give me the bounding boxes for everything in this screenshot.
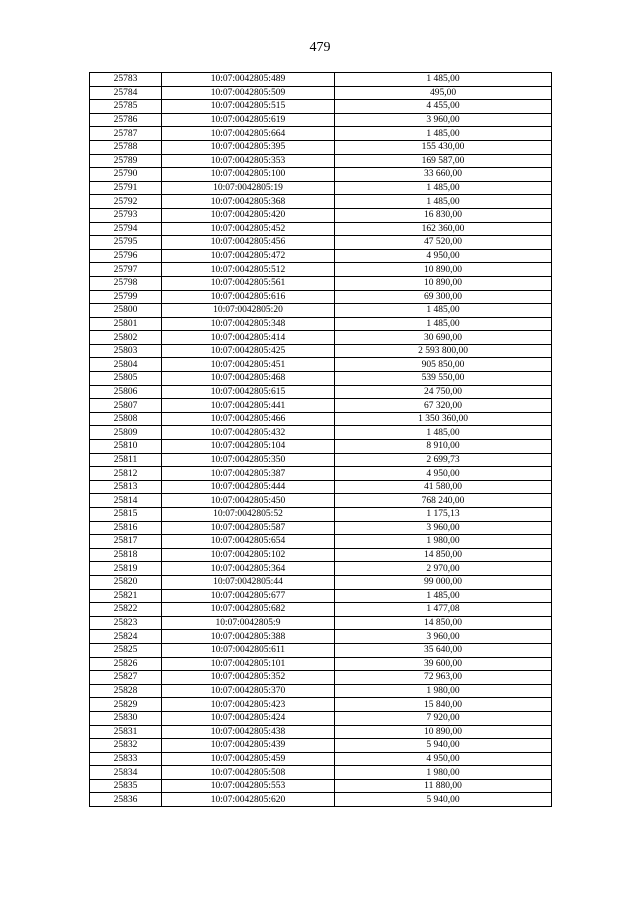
value-cell: 35 640,00 <box>335 643 552 657</box>
table-row <box>90 562 552 576</box>
cadastral-number-cell: 10:07:0042805:456 <box>162 236 335 250</box>
value-cell: 14 850,00 <box>335 616 552 630</box>
value-cell: 7 920,00 <box>335 711 552 725</box>
row-number-cell: 25798 <box>90 276 162 290</box>
value-cell: 1 350 360,00 <box>335 412 552 426</box>
cadastral-number-cell: 10:07:0042805:420 <box>162 208 335 222</box>
row-number-cell: 25799 <box>90 290 162 304</box>
cadastral-number-cell: 10:07:0042805:450 <box>162 494 335 508</box>
table-row <box>90 358 552 372</box>
value-cell: 768 240,00 <box>335 494 552 508</box>
cadastral-number-cell: 10:07:0042805:451 <box>162 358 335 372</box>
value-cell: 14 850,00 <box>335 548 552 562</box>
table-row <box>90 521 552 535</box>
table-row <box>90 616 552 630</box>
row-number-cell: 25787 <box>90 127 162 141</box>
row-number-cell: 25811 <box>90 453 162 467</box>
table-row <box>90 698 552 712</box>
row-number-cell: 25801 <box>90 317 162 331</box>
value-cell: 1 485,00 <box>335 195 552 209</box>
value-cell: 4 950,00 <box>335 752 552 766</box>
row-number-cell: 25812 <box>90 467 162 481</box>
table-row <box>90 344 552 358</box>
cadastral-number-cell: 10:07:0042805:441 <box>162 399 335 413</box>
row-number-cell: 25786 <box>90 113 162 127</box>
table-row <box>90 181 552 195</box>
row-number-cell: 25825 <box>90 643 162 657</box>
row-number-cell: 25785 <box>90 100 162 114</box>
cadastral-number-cell: 10:07:0042805:677 <box>162 589 335 603</box>
value-cell: 1 485,00 <box>335 181 552 195</box>
row-number-cell: 25784 <box>90 86 162 100</box>
cadastral-number-cell: 10:07:0042805:370 <box>162 684 335 698</box>
value-cell: 41 580,00 <box>335 480 552 494</box>
row-number-cell: 25819 <box>90 562 162 576</box>
table-row <box>90 548 552 562</box>
cadastral-number-cell: 10:07:0042805:438 <box>162 725 335 739</box>
table-row <box>90 73 552 87</box>
table-row <box>90 276 552 290</box>
value-cell: 1 477,08 <box>335 603 552 617</box>
row-number-cell: 25789 <box>90 154 162 168</box>
value-cell: 1 485,00 <box>335 426 552 440</box>
value-cell: 1 980,00 <box>335 766 552 780</box>
value-cell: 3 960,00 <box>335 521 552 535</box>
table-row <box>90 739 552 753</box>
table-row <box>90 711 552 725</box>
cadastral-number-cell: 10:07:0042805:414 <box>162 331 335 345</box>
cadastral-number-cell: 10:07:0042805:508 <box>162 766 335 780</box>
value-cell: 30 690,00 <box>335 331 552 345</box>
cadastral-number-cell: 10:07:0042805:395 <box>162 140 335 154</box>
row-number-cell: 25815 <box>90 508 162 522</box>
value-cell: 72 963,00 <box>335 671 552 685</box>
cadastral-number-cell: 10:07:0042805:350 <box>162 453 335 467</box>
table-row <box>90 113 552 127</box>
row-number-cell: 25808 <box>90 412 162 426</box>
table-row <box>90 535 552 549</box>
value-cell: 3 960,00 <box>335 630 552 644</box>
table-row <box>90 643 552 657</box>
cadastral-number-cell: 10:07:0042805:509 <box>162 86 335 100</box>
row-number-cell: 25806 <box>90 385 162 399</box>
row-number-cell: 25821 <box>90 589 162 603</box>
value-cell: 67 320,00 <box>335 399 552 413</box>
value-cell: 11 880,00 <box>335 779 552 793</box>
table-row <box>90 222 552 236</box>
value-cell: 155 430,00 <box>335 140 552 154</box>
cadastral-number-cell: 10:07:0042805:9 <box>162 616 335 630</box>
value-cell: 8 910,00 <box>335 440 552 454</box>
row-number-cell: 25809 <box>90 426 162 440</box>
cadastral-number-cell: 10:07:0042805:102 <box>162 548 335 562</box>
value-cell: 5 940,00 <box>335 739 552 753</box>
table-row <box>90 603 552 617</box>
cadastral-number-cell: 10:07:0042805:352 <box>162 671 335 685</box>
table-row <box>90 752 552 766</box>
table-row <box>90 671 552 685</box>
value-cell: 99 000,00 <box>335 575 552 589</box>
cadastral-number-cell: 10:07:0042805:423 <box>162 698 335 712</box>
value-cell: 539 550,00 <box>335 372 552 386</box>
cadastral-number-cell: 10:07:0042805:512 <box>162 263 335 277</box>
table-row <box>90 766 552 780</box>
cadastral-number-cell: 10:07:0042805:444 <box>162 480 335 494</box>
cadastral-number-cell: 10:07:0042805:19 <box>162 181 335 195</box>
table-row <box>90 426 552 440</box>
table-row <box>90 236 552 250</box>
row-number-cell: 25822 <box>90 603 162 617</box>
table-row <box>90 100 552 114</box>
row-number-cell: 25823 <box>90 616 162 630</box>
table-row <box>90 317 552 331</box>
cadastral-number-cell: 10:07:0042805:489 <box>162 73 335 87</box>
table-row <box>90 399 552 413</box>
table-row <box>90 290 552 304</box>
cadastral-number-cell: 10:07:0042805:387 <box>162 467 335 481</box>
cadastral-number-cell: 10:07:0042805:654 <box>162 535 335 549</box>
row-number-cell: 25813 <box>90 480 162 494</box>
row-number-cell: 25788 <box>90 140 162 154</box>
registry-table-body <box>90 73 552 807</box>
row-number-cell: 25832 <box>90 739 162 753</box>
cadastral-number-cell: 10:07:0042805:432 <box>162 426 335 440</box>
row-number-cell: 25828 <box>90 684 162 698</box>
row-number-cell: 25827 <box>90 671 162 685</box>
row-number-cell: 25816 <box>90 521 162 535</box>
table-row <box>90 249 552 263</box>
table-row <box>90 684 552 698</box>
table-row <box>90 630 552 644</box>
row-number-cell: 25831 <box>90 725 162 739</box>
cadastral-number-cell: 10:07:0042805:682 <box>162 603 335 617</box>
value-cell: 495,00 <box>335 86 552 100</box>
table-row <box>90 86 552 100</box>
cadastral-number-cell: 10:07:0042805:452 <box>162 222 335 236</box>
value-cell: 10 890,00 <box>335 263 552 277</box>
row-number-cell: 25824 <box>90 630 162 644</box>
row-number-cell: 25814 <box>90 494 162 508</box>
table-row <box>90 589 552 603</box>
cadastral-number-cell: 10:07:0042805:425 <box>162 344 335 358</box>
table-row <box>90 154 552 168</box>
cadastral-number-cell: 10:07:0042805:353 <box>162 154 335 168</box>
row-number-cell: 25793 <box>90 208 162 222</box>
row-number-cell: 25834 <box>90 766 162 780</box>
cadastral-number-cell: 10:07:0042805:52 <box>162 508 335 522</box>
value-cell: 47 520,00 <box>335 236 552 250</box>
table-row <box>90 372 552 386</box>
row-number-cell: 25829 <box>90 698 162 712</box>
value-cell: 2 699,73 <box>335 453 552 467</box>
row-number-cell: 25794 <box>90 222 162 236</box>
row-number-cell: 25817 <box>90 535 162 549</box>
row-number-cell: 25830 <box>90 711 162 725</box>
table-row <box>90 331 552 345</box>
value-cell: 1 485,00 <box>335 127 552 141</box>
table-row <box>90 779 552 793</box>
table-row <box>90 140 552 154</box>
table-row <box>90 725 552 739</box>
row-number-cell: 25833 <box>90 752 162 766</box>
value-cell: 4 455,00 <box>335 100 552 114</box>
cadastral-number-cell: 10:07:0042805:611 <box>162 643 335 657</box>
table-row <box>90 494 552 508</box>
table-row <box>90 168 552 182</box>
value-cell: 905 850,00 <box>335 358 552 372</box>
row-number-cell: 25805 <box>90 372 162 386</box>
row-number-cell: 25835 <box>90 779 162 793</box>
row-number-cell: 25807 <box>90 399 162 413</box>
row-number-cell: 25783 <box>90 73 162 87</box>
row-number-cell: 25800 <box>90 304 162 318</box>
cadastral-number-cell: 10:07:0042805:619 <box>162 113 335 127</box>
value-cell: 5 940,00 <box>335 793 552 807</box>
value-cell: 4 950,00 <box>335 467 552 481</box>
table-row <box>90 412 552 426</box>
cadastral-number-cell: 10:07:0042805:620 <box>162 793 335 807</box>
value-cell: 1 485,00 <box>335 317 552 331</box>
cadastral-number-cell: 10:07:0042805:44 <box>162 575 335 589</box>
value-cell: 169 587,00 <box>335 154 552 168</box>
value-cell: 16 830,00 <box>335 208 552 222</box>
table-row <box>90 453 552 467</box>
table-row <box>90 440 552 454</box>
row-number-cell: 25796 <box>90 249 162 263</box>
cadastral-number-cell: 10:07:0042805:472 <box>162 249 335 263</box>
value-cell: 69 300,00 <box>335 290 552 304</box>
table-row <box>90 195 552 209</box>
value-cell: 1 175,13 <box>335 508 552 522</box>
cadastral-number-cell: 10:07:0042805:561 <box>162 276 335 290</box>
row-number-cell: 25804 <box>90 358 162 372</box>
cadastral-number-cell: 10:07:0042805:466 <box>162 412 335 426</box>
value-cell: 10 890,00 <box>335 276 552 290</box>
cadastral-number-cell: 10:07:0042805:587 <box>162 521 335 535</box>
table-row <box>90 657 552 671</box>
row-number-cell: 25820 <box>90 575 162 589</box>
row-number-cell: 25797 <box>90 263 162 277</box>
value-cell: 10 890,00 <box>335 725 552 739</box>
cadastral-number-cell: 10:07:0042805:20 <box>162 304 335 318</box>
table-row <box>90 127 552 141</box>
row-number-cell: 25836 <box>90 793 162 807</box>
value-cell: 2 970,00 <box>335 562 552 576</box>
row-number-cell: 25792 <box>90 195 162 209</box>
page-number: 479 <box>309 40 331 55</box>
cadastral-number-cell: 10:07:0042805:553 <box>162 779 335 793</box>
row-number-cell: 25810 <box>90 440 162 454</box>
cadastral-number-cell: 10:07:0042805:104 <box>162 440 335 454</box>
row-number-cell: 25818 <box>90 548 162 562</box>
table-row <box>90 575 552 589</box>
cadastral-number-cell: 10:07:0042805:439 <box>162 739 335 753</box>
row-number-cell: 25790 <box>90 168 162 182</box>
table-row <box>90 304 552 318</box>
cadastral-number-cell: 10:07:0042805:368 <box>162 195 335 209</box>
value-cell: 24 750,00 <box>335 385 552 399</box>
registry-table <box>89 72 552 807</box>
table-row <box>90 467 552 481</box>
cadastral-number-cell: 10:07:0042805:515 <box>162 100 335 114</box>
cadastral-number-cell: 10:07:0042805:468 <box>162 372 335 386</box>
row-number-cell: 25791 <box>90 181 162 195</box>
cadastral-number-cell: 10:07:0042805:459 <box>162 752 335 766</box>
value-cell: 3 960,00 <box>335 113 552 127</box>
cadastral-number-cell: 10:07:0042805:101 <box>162 657 335 671</box>
cadastral-number-cell: 10:07:0042805:664 <box>162 127 335 141</box>
table-row <box>90 793 552 807</box>
value-cell: 15 840,00 <box>335 698 552 712</box>
table-row <box>90 480 552 494</box>
cadastral-number-cell: 10:07:0042805:348 <box>162 317 335 331</box>
cadastral-number-cell: 10:07:0042805:388 <box>162 630 335 644</box>
value-cell: 39 600,00 <box>335 657 552 671</box>
value-cell: 1 485,00 <box>335 304 552 318</box>
value-cell: 162 360,00 <box>335 222 552 236</box>
cadastral-number-cell: 10:07:0042805:100 <box>162 168 335 182</box>
value-cell: 1 980,00 <box>335 684 552 698</box>
table-row <box>90 208 552 222</box>
cadastral-number-cell: 10:07:0042805:364 <box>162 562 335 576</box>
cadastral-number-cell: 10:07:0042805:616 <box>162 290 335 304</box>
cadastral-number-cell: 10:07:0042805:424 <box>162 711 335 725</box>
table-row <box>90 508 552 522</box>
row-number-cell: 25826 <box>90 657 162 671</box>
value-cell: 1 980,00 <box>335 535 552 549</box>
value-cell: 1 485,00 <box>335 589 552 603</box>
value-cell: 33 660,00 <box>335 168 552 182</box>
cadastral-number-cell: 10:07:0042805:615 <box>162 385 335 399</box>
table-row <box>90 263 552 277</box>
row-number-cell: 25803 <box>90 344 162 358</box>
value-cell: 2 593 800,00 <box>335 344 552 358</box>
row-number-cell: 25795 <box>90 236 162 250</box>
value-cell: 1 485,00 <box>335 73 552 87</box>
table-row <box>90 385 552 399</box>
value-cell: 4 950,00 <box>335 249 552 263</box>
row-number-cell: 25802 <box>90 331 162 345</box>
